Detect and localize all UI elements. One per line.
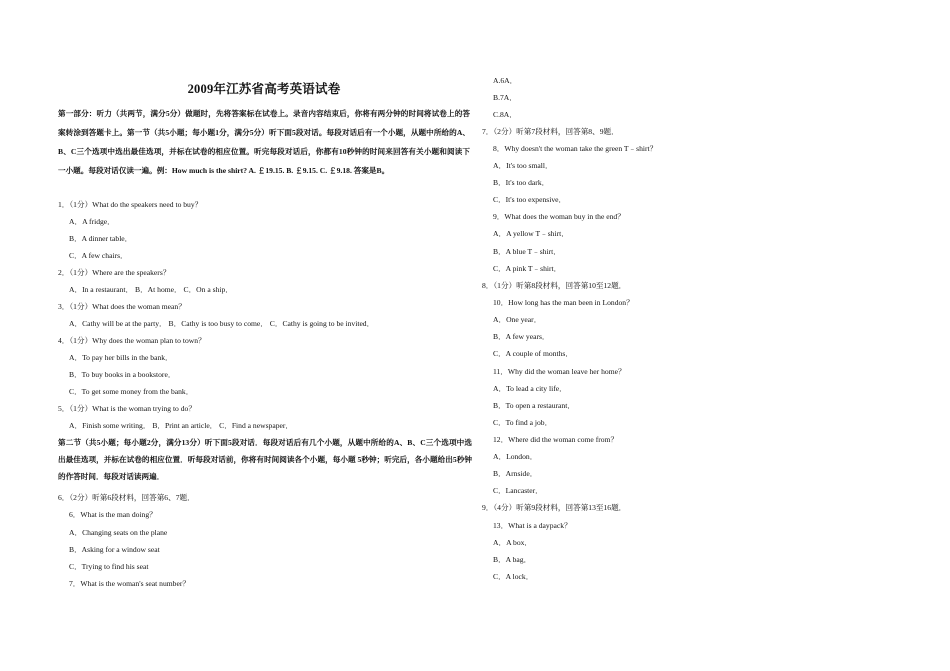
answer-option: 11．Why did the woman leave her home？ (493, 367, 626, 376)
question-item: 4．（1分）Why does the woman plan to town？ (58, 336, 206, 345)
answer-option: C．A pink T﹣shirt． (493, 264, 562, 273)
answer-option: B．Arnside． (493, 469, 538, 478)
answer-option: C．To find a job． (493, 418, 553, 427)
answer-option: C．A few chairs． (69, 251, 128, 260)
answer-option: A．To lead a city life． (493, 384, 567, 393)
section-two-instructions: 第二节（共5小题；每小题2分，满分13分）听下面5段对话．每段对话后有几个小题，从题中所给的A、B、C三个选项中选出最佳选项，并标在试卷的相应位置．听每段对话前，你将有时间阅读各个小题，每小题 5秒钟；听完后，各小题给出5秒钟的作答时间．每段对话读两遍． (58, 438, 472, 481)
answer-option: B．A few years． (493, 332, 550, 341)
answer-option: C．Trying to find his seat (69, 562, 149, 571)
answer-option: A．A box． (493, 538, 533, 547)
answer-option: A．London． (493, 452, 538, 461)
answer-option: 12．Where did the woman come from？ (493, 435, 619, 444)
answer-option: 6．What is the man doing？ (69, 510, 157, 519)
answer-option: B．Asking for a window seat (69, 545, 160, 554)
answer-option: B．A dinner table． (69, 234, 133, 243)
answer-option: B．To buy books in a bookstore． (69, 370, 176, 379)
answer-option: 8．Why doesn't the woman take the green T﹣shirt？ (493, 144, 658, 153)
answer-option: 9．What does the woman buy in the end？ (493, 212, 625, 221)
answer-option: B．It's too dark． (493, 178, 550, 187)
question-item: 7．（2分）听第7段材料，回答第8、9题． (482, 127, 619, 136)
question-item: 1．（1分）What do the speakers need to buy？ (58, 200, 203, 209)
page-title: 2009年江苏省高考英语试卷 (187, 82, 341, 96)
answer-option: A．Cathy will be at the party． B．Cathy is too busy to come． C．Cathy is going to be invited． (69, 319, 375, 328)
answer-option: B．To open a restaurant． (493, 401, 575, 410)
answer-option: B.7A． (493, 93, 517, 102)
answer-option: C．To get some money from the bank． (69, 387, 194, 396)
question-item: 5．（1分）What is the woman trying to do？ (58, 404, 196, 413)
answer-option: A.6A． (493, 76, 518, 85)
answer-option: A．Finish some writing． B．Print an article． C．Find a newspaper． (69, 421, 293, 430)
question-item: 6．（2分）听第6段材料，回答第6、7题． (58, 493, 195, 502)
question-item: 8．（1分）听第8段材料，回答第10至12题． (482, 281, 627, 290)
answer-option: C．A lock． (493, 572, 534, 581)
question-item: 2．（1分）Where are the speakers？ (58, 268, 171, 277)
answer-option: A．In a restaurant． B．At home． C．On a ship． (69, 285, 233, 294)
answer-option: A．To pay her bills in the bank． (69, 353, 173, 362)
answer-option: C.8A． (493, 110, 517, 119)
answer-option: 10．How long has the man been in London？ (493, 298, 634, 307)
answer-option: A．A fridge． (69, 217, 115, 226)
part-one-instructions: 第一部分：听力（共两节，满分5分）做题时，先将答案标在试卷上。录音内容结束后，你将有两分钟的时间将试卷上的答案转涂到答题卡上。第一节（共5小题；每小题1分，满分5分）听下面5段对话。每段对话后有一个小题，从题中所给的A、B、C三个选项中选出最佳选项，并标在试卷的相应位置。听完每段对话后，你都有10秒钟的时间来回答有关小题和阅读下一小题。每段对话仅读一遍。例：How much is the shirt? A. ￡19.15. B. ￡9.15. C. ￡9.18. 答案是B。 (58, 109, 470, 175)
answer-option: A．Changing seats on the plane (69, 528, 168, 537)
answer-option: C．It's too expensive． (493, 195, 567, 204)
answer-option: A．One year． (493, 315, 542, 324)
question-item: 3．（1分）What does the woman mean？ (58, 302, 186, 311)
answer-option: 7．What is the woman's seat number？ (69, 579, 190, 588)
answer-option: A．A yellow T﹣shirt． (493, 229, 569, 238)
answer-option: 13．What is a daypack？ (493, 521, 572, 530)
answer-option: B．A blue T﹣shirt． (493, 247, 561, 256)
answer-option: C．A couple of months． (493, 349, 573, 358)
answer-option: C．Lancaster． (493, 486, 543, 495)
answer-option: B．A bag． (493, 555, 532, 564)
question-item: 9．（4分）听第9段材料，回答第13至16题． (482, 503, 627, 512)
answer-option: A．It's too small． (493, 161, 553, 170)
